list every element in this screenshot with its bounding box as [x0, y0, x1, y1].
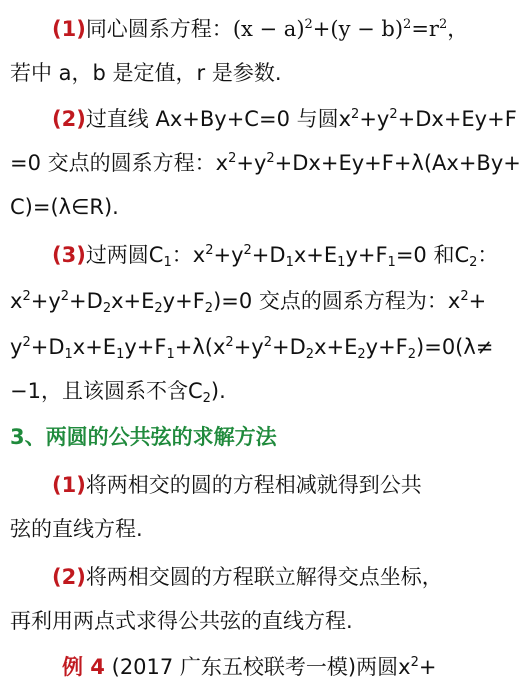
method1-line1: (1)将两相交的圆的方程相减就得到公共 [52, 473, 422, 497]
item3-line4: −1，且该圆系不含$C_2$). [10, 379, 226, 406]
method2-line2: 再利用两点式求得公共弦的直线方程. [10, 609, 353, 633]
item3-number: (3) [52, 243, 86, 267]
item1-line2: 若中 a，b 是定值，r 是参数. [10, 61, 282, 85]
example-label: 例 4 [62, 655, 105, 679]
item2-line2: =0 交点的圆系方程：$x^2+y^2+Dx+Ey+F+\lambda(Ax+By+$ [10, 151, 521, 175]
item1-line1: (1)同心圆系方程：$(x - a)^2+(y - b)^2=r^2$， [52, 17, 469, 41]
item3-line3: $y^2+D_1x+E_1y+F_1+\lambda(x^2+y^2+D_2x+E_2y+F_2)=0(\lambda\ne$ [10, 335, 494, 362]
item2-number: (2) [52, 107, 86, 131]
method1-number: (1) [52, 473, 86, 497]
method2-number: (2) [52, 565, 86, 589]
item1-equation: $(x - a)^2+(y - b)^2=r^2$ [232, 17, 448, 41]
method1-line2: 弦的直线方程. [10, 517, 143, 541]
item1-number: (1) [52, 17, 86, 41]
item2-line1: (2)过直线 Ax+By+C=0 与圆$x^2+y^2+Dx+Ey+F$ [52, 107, 517, 131]
item2-line3: C)=(λ∈R). [10, 195, 119, 219]
item3-line2: $x^2+y^2+D_2x+E_2y+F_2)=0$ 交点的圆系方程为：$x^2+$ [10, 289, 487, 316]
item1-text: 同心圆系方程： [85, 17, 233, 41]
item3-line1: (3)过两圆$C_1$：$x^2+y^2+D_1x+E_1y+F_1=0$ 和$C_2$： [52, 243, 499, 270]
section-heading: 3、两圆的公共弦的求解方法 [10, 425, 277, 449]
method2-line1: (2)将两相交圆的方程联立解得交点坐标， [52, 565, 443, 589]
example-line: 例 4 (2017 广东五校联考一模)两圆$x^2+$ [62, 655, 437, 679]
